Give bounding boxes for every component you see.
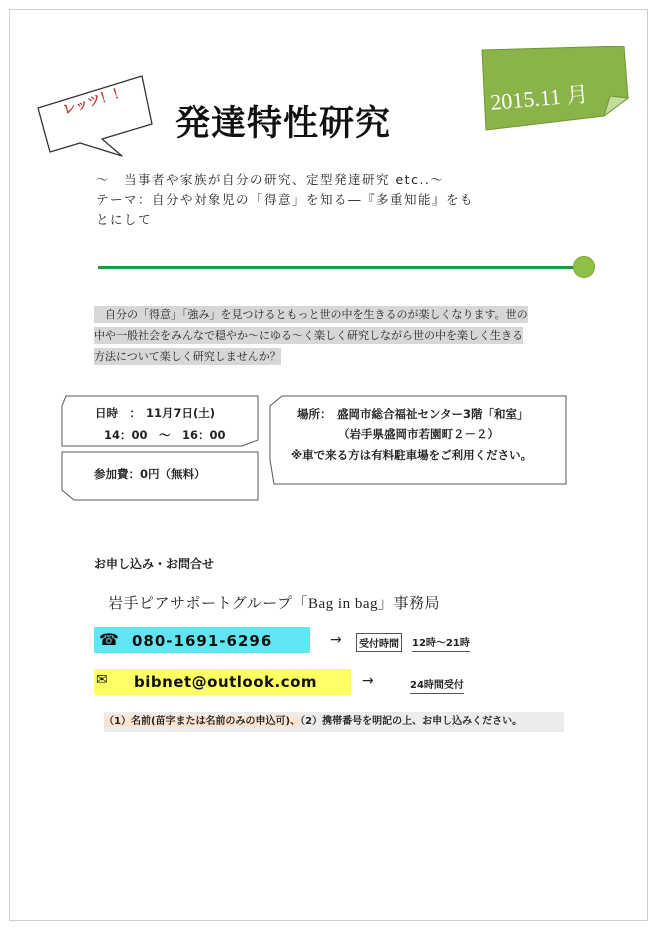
phone-icon: ☎ — [99, 630, 119, 649]
event-place-label: 場所： — [297, 407, 332, 421]
divider-line — [98, 266, 578, 269]
note-part: （2）携帯番号を明記の上、お申し込みください。 — [300, 716, 523, 727]
speech-bubble — [30, 70, 175, 160]
intro-line: 自分の「得意」「強み」を見つけるともっと世の中を生きるのが楽しくなります。世の — [94, 308, 528, 321]
application-note — [104, 712, 564, 732]
badge-text: レッツ！！ — [61, 84, 128, 119]
event-date: 11月7日(土) — [146, 406, 216, 420]
hours-label: 受付時間 — [356, 633, 402, 652]
event-place: 盛岡市総合福祉センター3階「和室」 — [337, 407, 529, 421]
intro-paragraph — [94, 304, 566, 367]
subtitle-line: ～ 当事者や家族が自分の研究、定型発達研究 etc..～ — [96, 172, 445, 187]
event-date-label: 日時 ： — [95, 406, 141, 420]
intro-line: 中や一般社会をみんなで穏やか～にゆる～く楽しく研究しながら世の中を楽しく生きる — [94, 329, 523, 342]
parking-note: ※車で来る方は有料駐車場をご利用ください。 — [291, 448, 533, 462]
arrow-icon: → — [362, 673, 374, 689]
hours-value: 12時～21時 — [412, 634, 470, 652]
date-label: 2015.11 月 — [489, 81, 590, 115]
event-time: 14：00 ～ 16：00 — [104, 428, 226, 442]
email-link[interactable]: bibnet@outlook.com — [134, 673, 318, 691]
page-title: 発達特性研究 — [175, 104, 392, 144]
divider-dot — [573, 256, 595, 278]
arrow-icon: → — [330, 632, 342, 648]
event-fee: 参加費：0円（無料） — [94, 467, 206, 481]
mail-icon: ✉ — [96, 672, 108, 688]
phone-number[interactable]: 080-1691-6296 — [132, 632, 273, 650]
note-part: （1）名前(苗字または名前のみの申込可)、 — [104, 716, 301, 727]
intro-line: 方法について楽しく研究しませんか？ — [94, 350, 281, 363]
subtitle-line: とにして — [96, 212, 153, 227]
contact-heading: お申し込み・お問合せ — [94, 557, 215, 571]
organization-name: 岩手ピアサポートグループ「Bag in bag」事務局 — [108, 596, 440, 612]
subtitle-line: テーマ：自分や対象児の「得意」を知る―『多重知能』をも — [96, 192, 475, 207]
event-address: （岩手県盛岡市若園町２－２） — [338, 427, 499, 441]
email-hours: 24時間受付 — [410, 676, 464, 694]
